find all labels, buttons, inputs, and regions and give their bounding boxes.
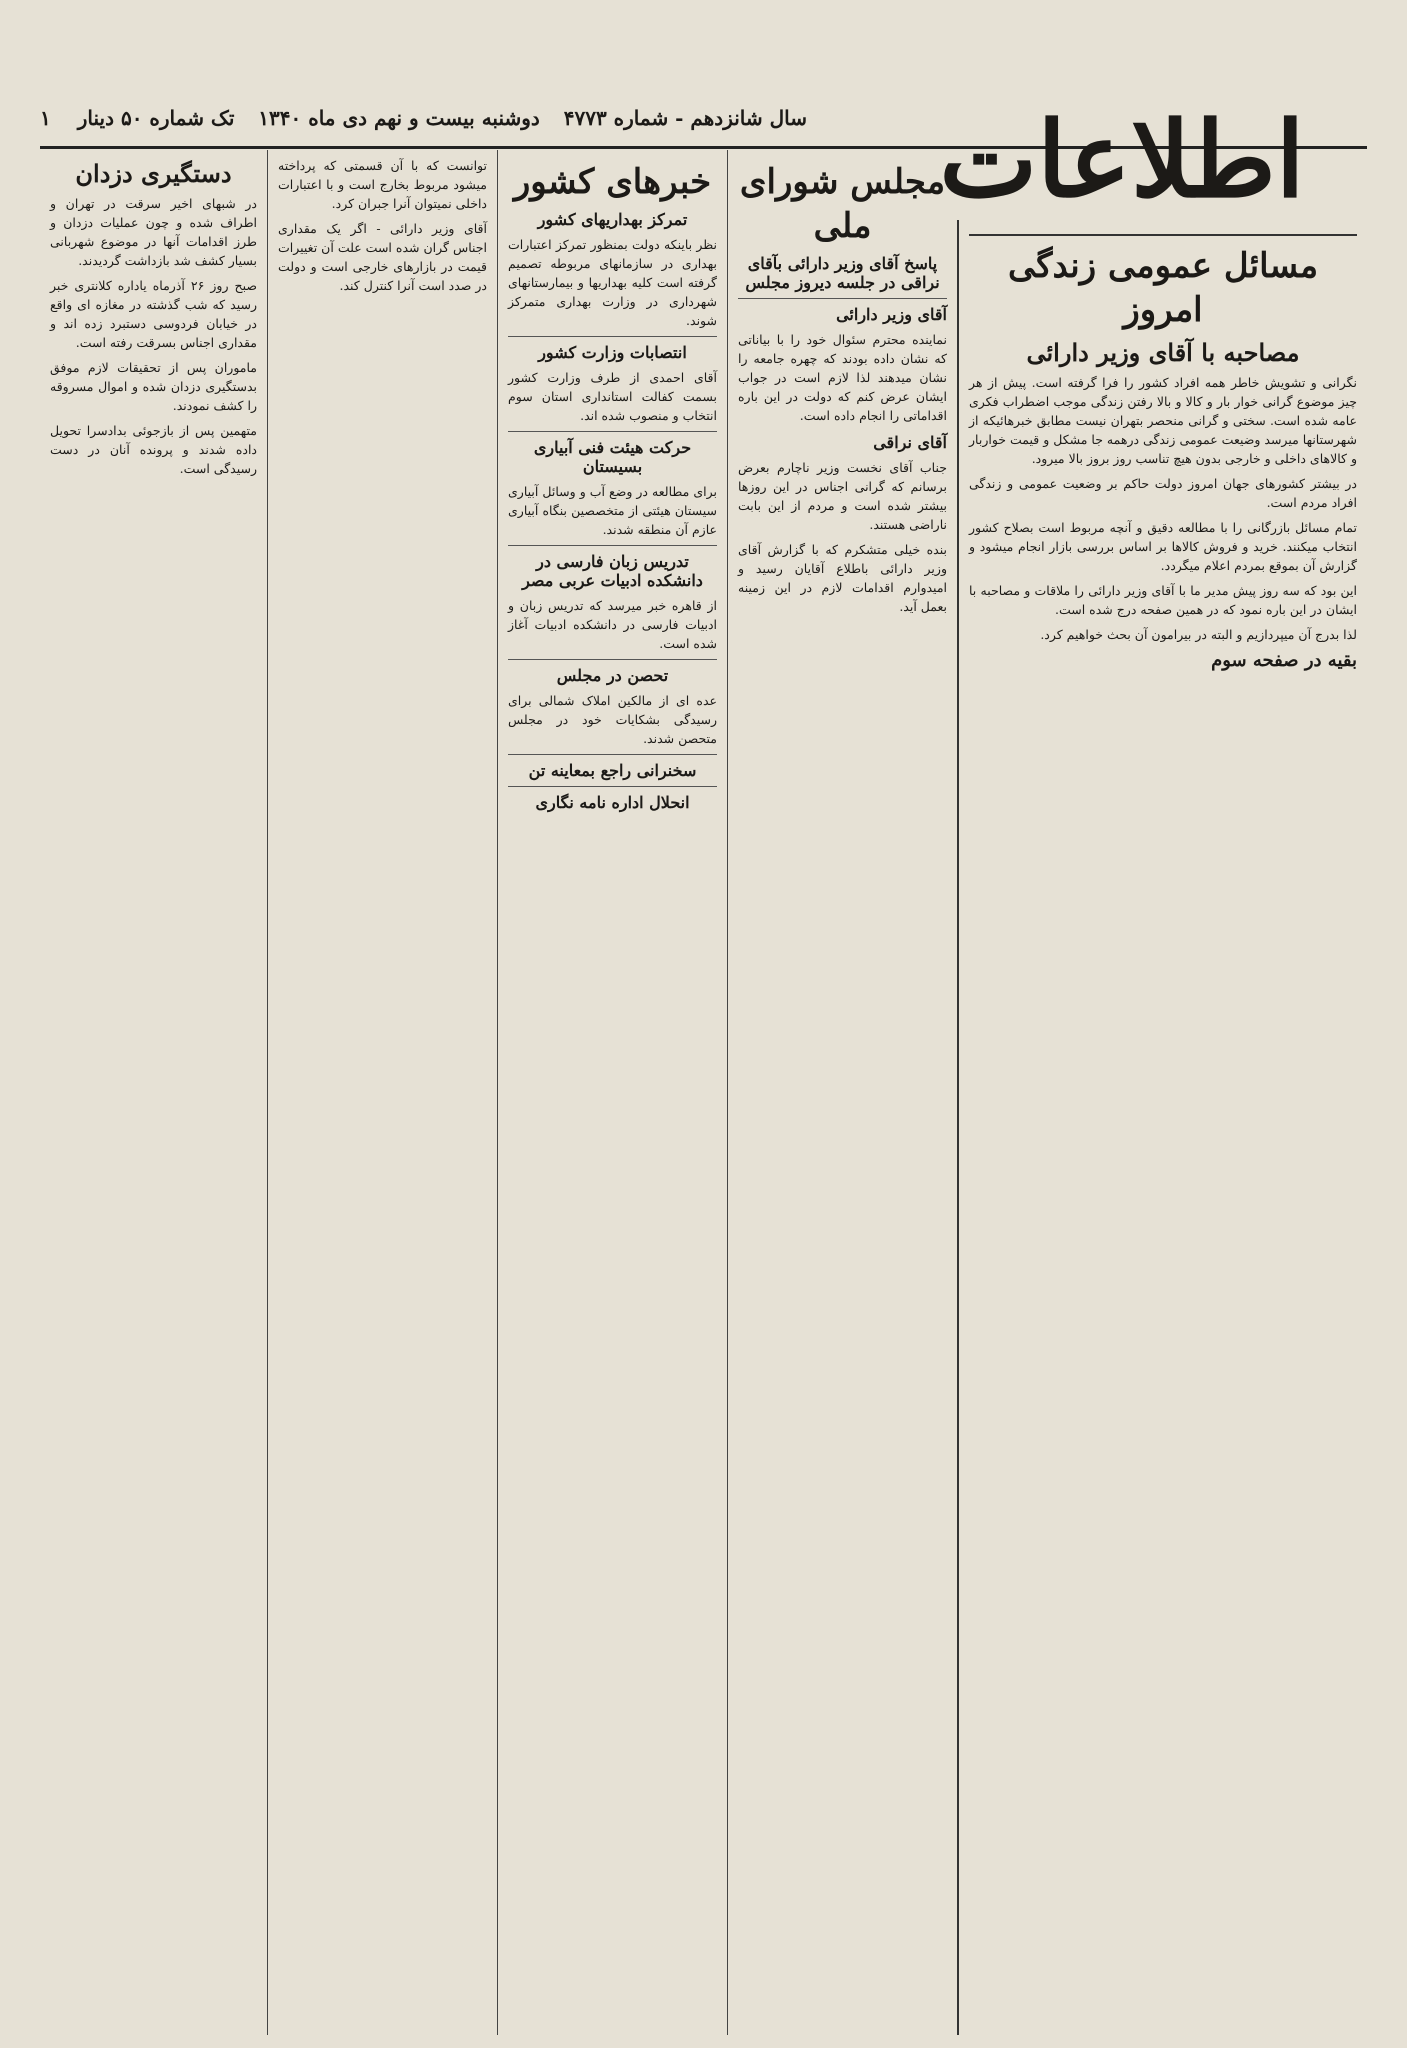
article-paragraph: در بیشتر کشورهای جهان امروز دولت حاکم بر وضعیت عمومی و زندگی افراد مردم است.: [969, 476, 1357, 510]
article-paragraph: صبح روز ۲۶ آذرماه یاداره کلانتری خبر رسید که شب گذشته در مغازه ای واقع در خیابان فردوسی دستبرد زده اند و مقداری اجناس بسرقت رفته است.: [50, 278, 257, 350]
divider: [508, 754, 717, 755]
divider: [508, 659, 717, 660]
divider: [508, 431, 717, 432]
speaker-label: آقای وزیر دارائی: [836, 305, 947, 324]
article-paragraph: توانست که با آن قسمتی که پرداخته میشود مربوط بخارج است و با اعتبارات داخلی نمیتوان آنرا جبران کرد.: [278, 158, 487, 211]
volume-issue: سال شانزدهم - شماره ۴۷۷۳: [563, 106, 807, 130]
news-text: از قاهره خبر میرسد که تدریس زبان و ادبیات فارسی در دانشکده ادبیات آغاز شده است.: [508, 598, 717, 651]
headline-country-news: خبرهای کشور: [513, 162, 712, 202]
article-paragraph: این بود که سه روز پیش مدیر ما با آقای وزیر دارائی را ملاقات و مصاحبه با ایشان در این باره نمود که در همین صفحه درج شده است.: [969, 583, 1357, 617]
column-country-news: [497, 150, 727, 2035]
column-parliament: [727, 150, 957, 2035]
news-text: عده ای از مالکین املاک شمالی برای رسیدگی بشکایات خود در مجلس متحصن شدند.: [508, 693, 717, 746]
headline-parliament: مجلس شورای ملی: [739, 162, 946, 246]
article-paragraph: تمام مسائل بازرگانی را با مطالعه دقیق و آنچه مربوط است بصلاح کشور انتخاب میکنند. خرید و فروش کالاها بر اساس بررسی بازار انجام میشود و گزارش آن بموقع بمردم اعلام میگردد.: [969, 520, 1357, 573]
divider: [508, 786, 717, 787]
speaker-label: آقای نراقی: [873, 433, 947, 452]
subheadline-main: مصاحبه با آقای وزیر دارائی: [1026, 338, 1300, 367]
issue-date: دوشنبه بیست و نهم دی ماه ۱۳۴۰: [258, 106, 540, 130]
news-title: انتصابات وزارت کشور: [538, 343, 687, 362]
news-title: تحصن در مجلس: [556, 666, 669, 685]
news-text: نظر باینکه دولت بمنظور تمرکز اعتبارات بهداری در سازمانهای مربوطه تصمیم گرفته است کلیه بهداریها و بیمارستانهای شهرداری در وزارت بهداری متمرکز شوند.: [508, 237, 717, 328]
divider: [508, 545, 717, 546]
subheadline-parliament: پاسخ آقای وزیر دارائی بآقای نراقی در جلسه دیروز مجلس: [745, 254, 940, 292]
news-text: آقای احمدی از طرف وزارت کشور بسمت کفالت استانداری استان سوم انتخاب و منصوب شده اند.: [508, 370, 717, 423]
column-thieves: [40, 150, 267, 2035]
divider: [508, 336, 717, 337]
masthead-title: اطلاعات: [939, 98, 1305, 221]
article-paragraph: در شبهای اخیر سرقت در تهران و اطراف شده و چون عملیات دزدان و طرز اقدامات آنها در موضوع شهربانی بسیار کشف شد بازداشت گردیدند.: [50, 196, 257, 268]
news-text: برای مطالعه در وضع آب و وسائل آبیاری سیستان هیئتی از متخصصین بنگاه آبیاری عازم آن منطقه شدند.: [508, 484, 717, 537]
news-title: انحلال اداره نامه نگاری: [535, 793, 690, 812]
article-paragraph: آقای وزیر دارائی - اگر یک مقداری اجناس گران شده است علت آن تغییرات قیمت در بازارهای خارجی است و دولت در صدد است آنرا کنترل کند.: [278, 221, 487, 293]
article-paragraph: ماموران پس از تحقیقات لازم موفق بدستگیری دزدان شده و اموال مسروقه را کشف نمودند.: [50, 360, 257, 413]
article-paragraph: لذا بدرج آن میپردازیم و البته در بیرامون آن بحث خواهیم کرد.: [1040, 627, 1357, 642]
divider: [738, 298, 947, 299]
article-paragraph: نماینده محترم سئوال خود را با بیاناتی که نشان داده بودند که چهره جامعه را نشان میدهند لذا لازم است در جواب ایشان عرض کنم که دولت در این باره اقداماتی را انجام داده است.: [738, 332, 947, 423]
news-title: تمرکز بهداریهای کشور: [537, 210, 688, 229]
headline-main: مسائل عمومی زندگی امروز: [1007, 246, 1319, 330]
article-paragraph: متهمین پس از بازجوئی بدادسرا تحویل داده شدند و پرونده آنان در دست رسیدگی است.: [50, 423, 257, 476]
article-paragraph: نگرانی و تشویش خاطر همه افراد کشور را فرا گرفته است. پیش از هر چیز موضوع گرانی خوار بار و کالا و بالا رفتن زندگی موجب اضطراب فکری عامه شده است. سختی و گرانی منحصر بتهران نیست مطابق خبرهائیکه از شهرستانها میرسد وضیعت عمومی زندگی درهمه جا مشکل و قیمت خواربار و کالاهای داخلی و خارجی بدون هیچ تناسب روز بروز بالا میرود.: [969, 375, 1357, 466]
news-title: تدریس زبان فارسی در دانشکده ادبیات عربی مصر: [522, 552, 703, 590]
issue-price: تک شماره ۵۰ دینار ۱: [40, 106, 235, 130]
continue-note: بقیه در صفحه سوم: [1211, 650, 1357, 671]
news-title: حرکت هیئت فنی آبیاری بسیستان: [533, 438, 692, 476]
page-number: ۱: [40, 106, 51, 130]
headline-thieves: دستگیری دزدان: [75, 159, 232, 188]
divider: [969, 234, 1357, 236]
column-interview: [957, 220, 1367, 2035]
news-title: سخنرانی راجع بمعاینه تن: [528, 761, 697, 780]
column-continuation: [267, 150, 497, 2035]
article-paragraph: بنده خیلی متشکرم که با گزارش آقای وزیر دارائی باطلاع آقایان رسید و امیدوارم اقدامات لازم در این زمینه بعمل آید.: [738, 542, 947, 614]
article-paragraph: جناب آقای نخست وزیر ناچارم بعرض برسانم که گرانی اجناس در این روزها بیشتر شده است و مردم از این بابت ناراضی هستند.: [738, 460, 947, 532]
